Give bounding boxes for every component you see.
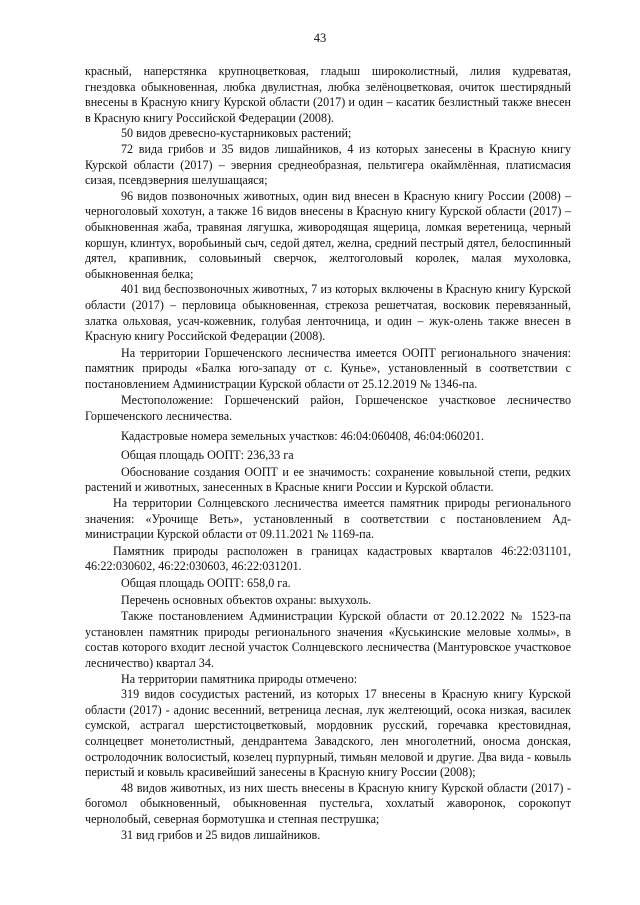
paragraph-cadastral-numbers: Кадастровые номера земельных участков: 46:04:060408, 46:04:060201. bbox=[121, 428, 485, 443]
paragraph-red-book-plants-cont: красный, наперстянка крупноцветковая, гладыш широколистный, лилия кудреватая, гнездовка обыкновенная, любка двулистная, любка зелёноцветковая, очиток шестирядный внесены в Красную книгу Курской области (2017) и один – касатик безлистный также внесен в Красную книгу Российской Федерации (2008). bbox=[85, 64, 571, 125]
document-body bbox=[85, 64, 571, 843]
paragraph-total-area-2: Общая площадь ООПТ: 658,0 га. bbox=[121, 576, 291, 590]
paragraph-solntsevsky-oopt: На территории Солнцевского лесничества имеется памятник природы регионального значения: «Урочище Веть», установленный в соответствии с постановлением Администрации Курской области от 09.11.2021 № 1169-па. bbox=[85, 496, 571, 542]
paragraph-protected-objects: Перечень основных объектов охраны: выхухоль. bbox=[121, 592, 372, 607]
paragraph-animals: 48 видов животных, из них шесть внесены в Красную книгу Курской области (2017) - богомол обыкновенный, обыкновенная пустельга, хохлатый жаворонок, сорокопут чернолобый, северная бормотушка и степная пеструшка; bbox=[85, 780, 571, 826]
paragraph-vascular-plants: 319 видов сосудистых растений, из которых 17 внесены в Красную книгу Курской области (2017) - адонис весенний, ветреница лесная, лук желтеющий, осока низкая, василек сумской, астрагал шерстистоцветковый, мордовник русский, горечавка крестовидная, солнцецвет монетолистный, дендрантема Завадского, лен многолетний, оносма донская, остролодочник волосистый, козелец пурпурный, тимьян меловой и другие. Два вида - ковыль перистый и ковыль красивейший занесены в Красную книгу России (2008); bbox=[85, 687, 571, 780]
paragraph-woody-plants: 50 видов древесно-кустарниковых растений; bbox=[121, 126, 352, 141]
paragraph-total-area-1: Общая площадь ООПТ: 236,33 га bbox=[121, 448, 294, 463]
paragraph-fungi-lichens-2: 31 вид грибов и 25 видов лишайников. bbox=[121, 827, 321, 842]
paragraph-fungi-lichens: 72 вида грибов и 35 видов лишайников, 4 из которых занесены в Красную книгу Курской области (2017) – эверния среднеобразная, пельтигера окаймлённая, платисмасия сизая, псевдэверния шелушащаяся; bbox=[85, 141, 571, 188]
paragraph-gorshechensky-oopt: На территории Горшеченского лесничества имеется ООПТ регионального значения: памятник природы «Балка юго-западу от с. Куньe», установленный в соответствии с постановлением Администрации Курской области от 25.12.2019 № 1346-па. bbox=[85, 345, 571, 391]
paragraph-kuskinskie-hills: Также постановлением Администрации Курской области от 20.12.2022 № 1523-па установлен памятник природы регионального значения «Куськинские меловые холмы», в состав которого входит лесной участок Солнцевского лесничества (Мантуровское участковое лесничество) квартал 34. bbox=[85, 609, 571, 670]
paragraph-noted-on-territory: На территории памятника природы отмечено: bbox=[121, 671, 358, 686]
paragraph-cadastral-quarters: Памятник природы расположен в границах кадастровых кварталов 46:22:031101, 46:22:030602, 46:22:030603, 46:22:031201. bbox=[85, 543, 571, 574]
paragraph-invertebrates: 401 вид беспозвоночных животных, 7 из которых включены в Красную книгу Курской области (2017) – перловица обыкновенная, стрекоза решетчатая, восковик перевязанный, златка ольховая, усач-кожевник, голубая ленточница, и один – жук-олень также внесен в Красную книгу Российской Федерации (2008). bbox=[85, 282, 571, 344]
page-number: 43 bbox=[313, 31, 327, 45]
paragraph-location: Местоположение: Горшеченский район, Горшеченское участковое лесничество Горшеченского лесничества. bbox=[85, 393, 571, 424]
paragraph-justification: Обоснование создания ООПТ и ее значимость: сохранение ковыльной степи, редких растений и животных, занесенных в Красные книги России и Курской области. bbox=[85, 464, 571, 495]
paragraph-vertebrates: 96 видов позвоночных животных, один вид внесен в Красную книгу России (2008) – черноголовый хохотун, а также 16 видов внесены в Красную книгу Курской области (2017) – обыкновенная жаба, травяная лягушка, живородящая ящерица, ломкая веретеница, черный коршун, клинтух, воробьиный сыч, седой дятел, желна, средний пестрый дятел, белоспинный дятел, крапивник, соловьиный сверчок, желтоголовый королек, малая мухоловка, обыкновенная белка; bbox=[85, 188, 571, 281]
